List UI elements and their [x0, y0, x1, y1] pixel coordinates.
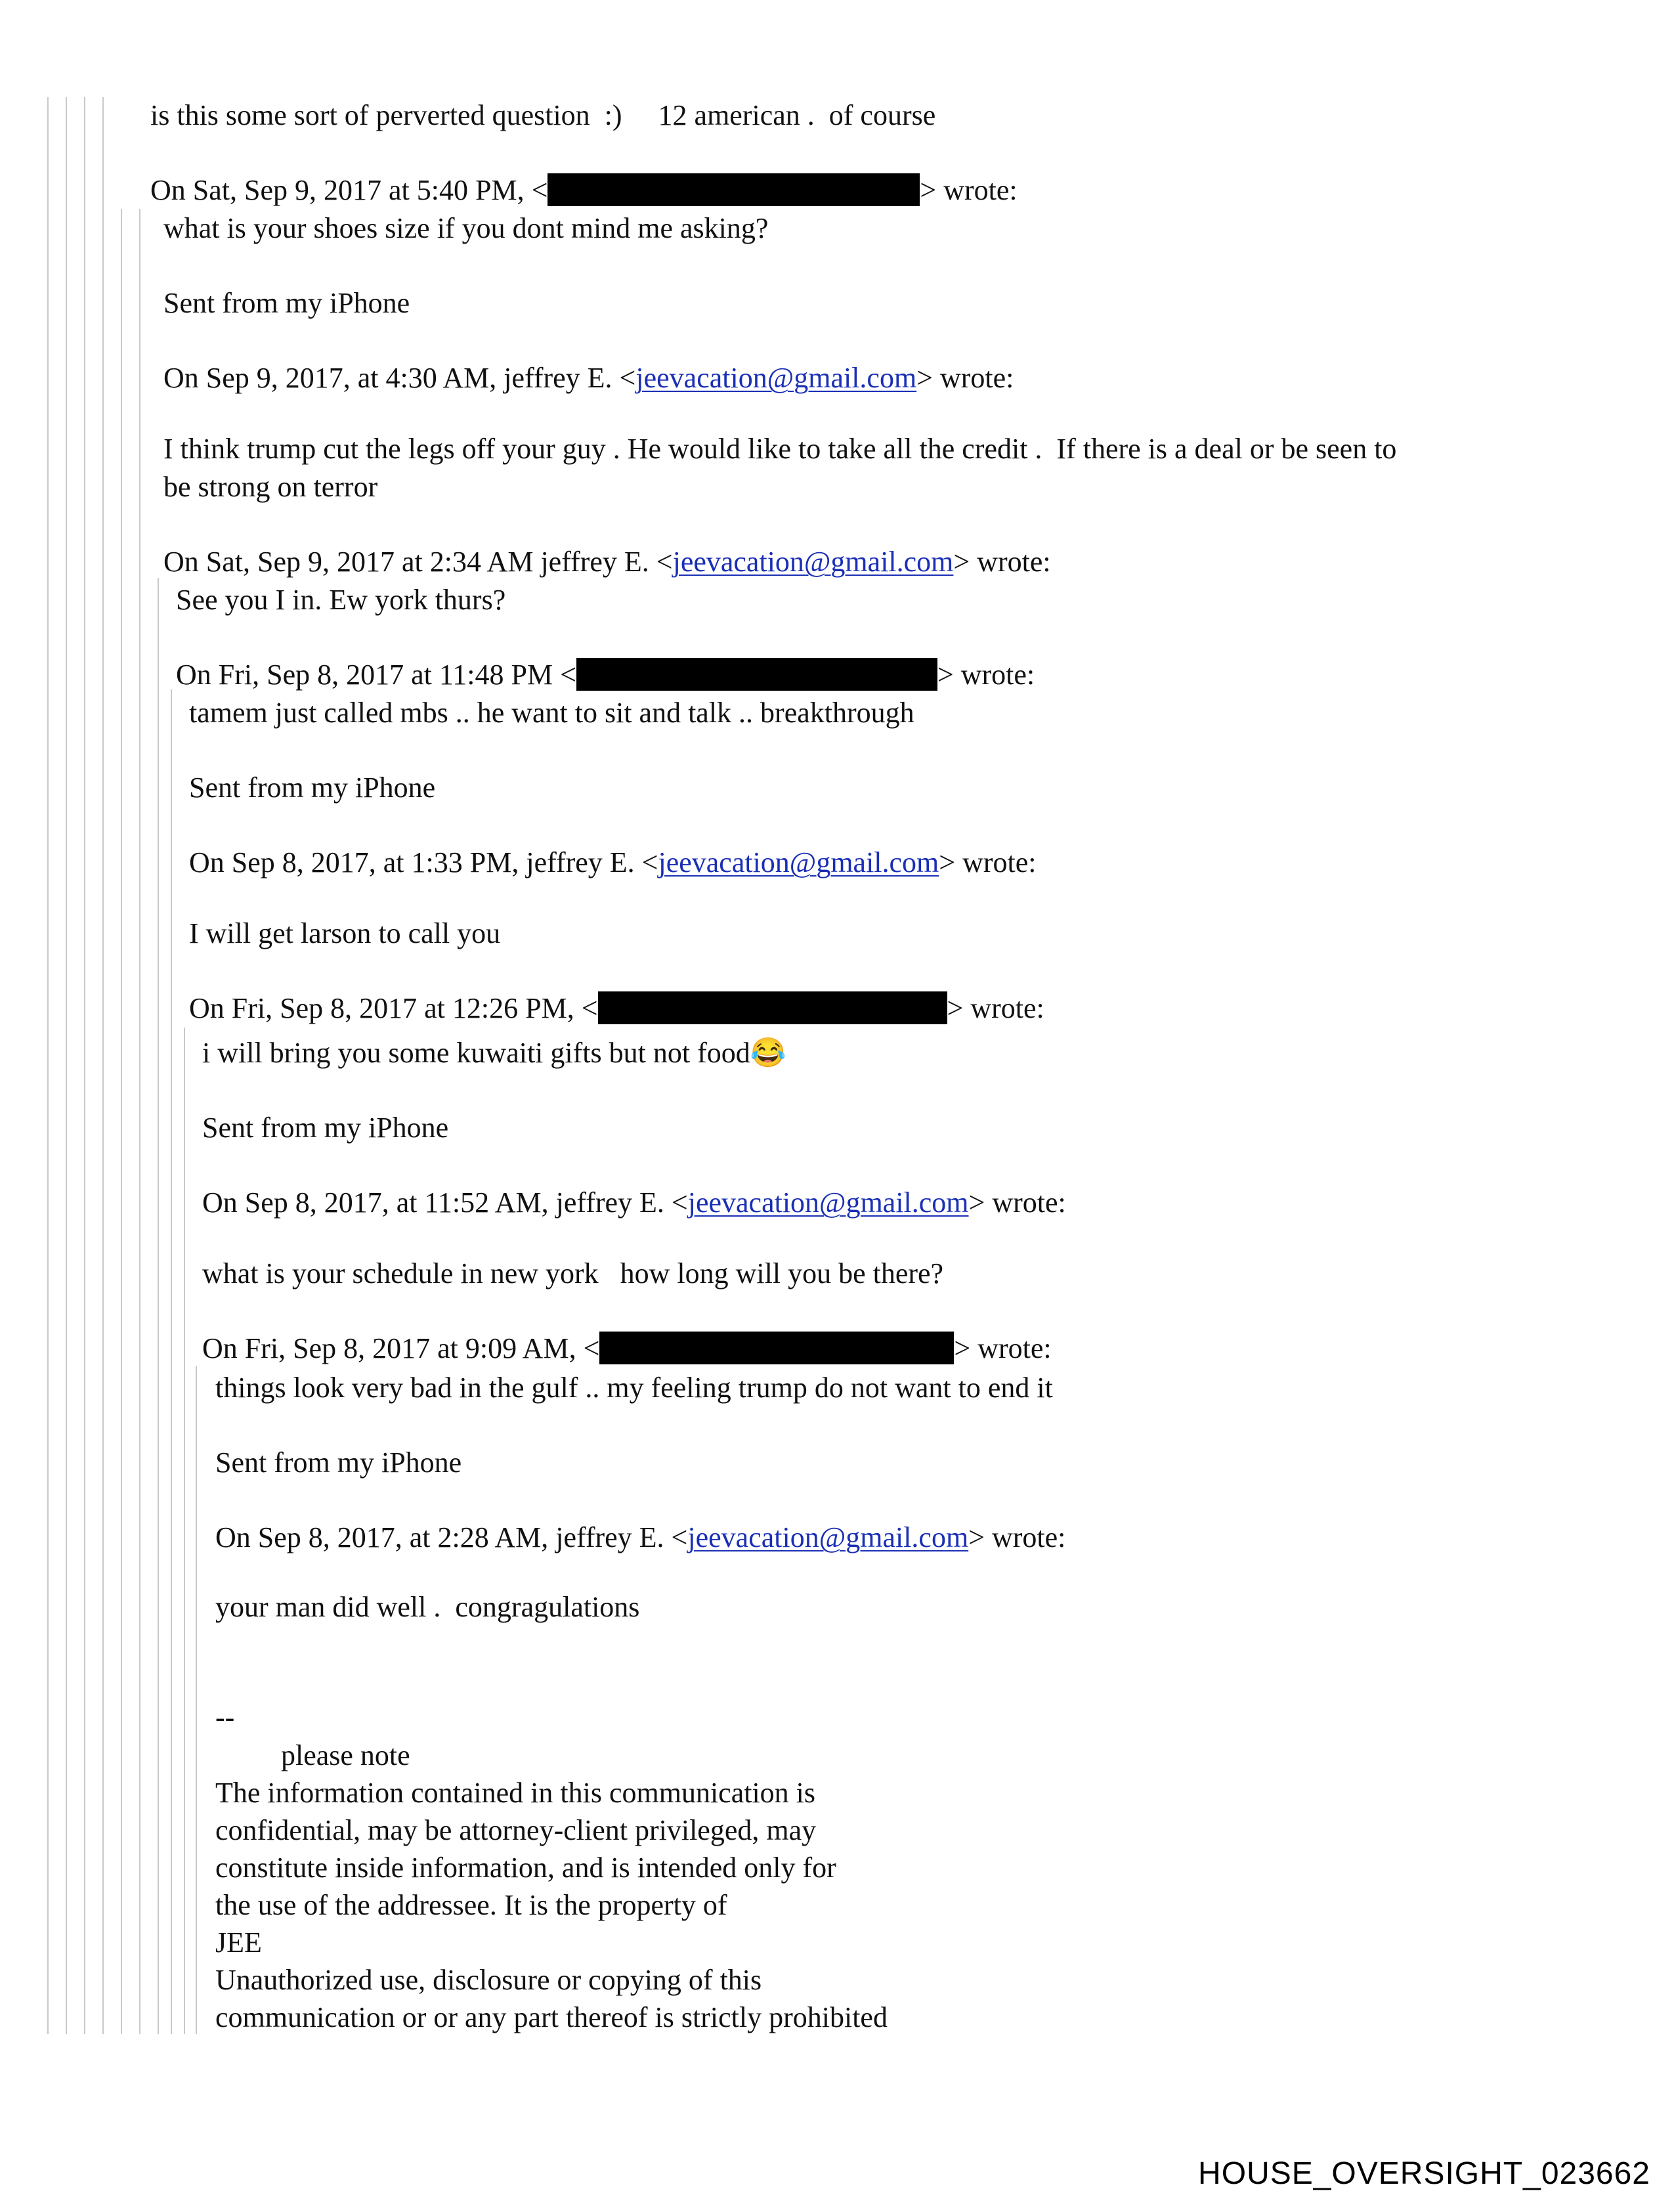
quote-bar: [196, 1366, 197, 2034]
disclaimer-line: The information contained in this communication is: [215, 1777, 816, 1809]
signature-separator: --: [215, 1701, 235, 1733]
message-body: what is your schedule in new york how long will you be there?: [202, 1257, 944, 1290]
header-suffix: > wrote:: [947, 992, 1044, 1024]
signature: Sent from my iPhone: [163, 287, 410, 319]
signature: Sent from my iPhone: [202, 1112, 449, 1144]
message-body: See you I in. Ew york thurs?: [176, 584, 506, 616]
message-body: things look very bad in the gulf .. my feeling trump do not want to end it: [215, 1372, 1053, 1404]
email-link[interactable]: jeevacation@gmail.com: [672, 546, 954, 578]
quote-header: [176, 658, 1035, 692]
email-link[interactable]: jeevacation@gmail.com: [687, 1521, 969, 1553]
quote-bar: [84, 97, 85, 2034]
message-body: i will bring you some kuwaiti gifts but not food😂: [202, 1037, 786, 1069]
reply-text: is this some sort of perverted question :) 12 american . of course: [150, 99, 936, 131]
quote-bar: [139, 209, 140, 2034]
disclaimer-line: constitute inside information, and is intended only for: [215, 1852, 836, 1884]
quote-bar: [102, 97, 104, 2034]
signature: Sent from my iPhone: [215, 1446, 462, 1479]
header-prefix: On Sat, Sep 9, 2017 at 5:40 PM, <: [150, 174, 548, 206]
quote-bar: [171, 689, 172, 2034]
redaction-bar: [598, 991, 947, 1024]
disclaimer-line: confidential, may be attorney-client privileged, may: [215, 1814, 817, 1846]
quote-header: [202, 1332, 1052, 1366]
message-body: your man did well . congragulations: [215, 1591, 640, 1623]
quote-bar: [47, 97, 49, 2034]
header-suffix: > wrote:: [953, 546, 1051, 578]
email-link[interactable]: jeevacation@gmail.com: [687, 1186, 969, 1219]
header-suffix: > wrote:: [939, 846, 1037, 878]
header-prefix: On Sat, Sep 9, 2017 at 2:34 AM jeffrey E. <: [163, 546, 673, 578]
header-suffix: > wrote:: [916, 362, 1014, 394]
bates-number: HOUSE_OVERSIGHT_023662: [1198, 2156, 1650, 2191]
disclaimer-line: Unauthorized use, disclosure or copying of this: [215, 1964, 762, 1996]
header-suffix: > wrote:: [954, 1332, 1052, 1364]
quote-bar: [158, 578, 159, 2034]
quote-header: [189, 991, 1044, 1026]
email-link[interactable]: jeevacation@gmail.com: [635, 362, 917, 394]
message-body: be strong on terror: [163, 471, 378, 503]
quote-bar: [121, 209, 122, 2034]
header-prefix: On Fri, Sep 8, 2017 at 11:48 PM <: [176, 659, 576, 691]
quote-header: [189, 846, 1037, 880]
quote-header: [150, 173, 1018, 207]
signature: Sent from my iPhone: [189, 771, 436, 804]
redaction-bar: [576, 658, 937, 691]
message-body: I think trump cut the legs off your guy . He would like to take all the credit . If there is a deal or be seen to: [163, 433, 1397, 465]
disclaimer-heading: please note: [281, 1739, 410, 1771]
message-body: I will get larson to call you: [189, 917, 501, 949]
header-suffix: > wrote:: [968, 1521, 1066, 1553]
disclaimer-line: JEE: [215, 1926, 262, 1959]
redaction-bar: [547, 173, 920, 206]
quote-header: [215, 1521, 1065, 1555]
redaction-bar: [599, 1332, 954, 1364]
email-link[interactable]: jeevacation@gmail.com: [658, 846, 939, 878]
message-body: what is your shoes size if you dont mind me asking?: [163, 212, 769, 244]
header-prefix: On Sep 8, 2017, at 2:28 AM, jeffrey E. <: [215, 1521, 688, 1553]
header-prefix: On Fri, Sep 8, 2017 at 9:09 AM, <: [202, 1332, 600, 1364]
header-prefix: On Sep 8, 2017, at 1:33 PM, jeffrey E. <: [189, 846, 658, 878]
message-body: tamem just called mbs .. he want to sit and talk .. breakthrough: [189, 697, 914, 729]
header-suffix: > wrote:: [968, 1186, 1066, 1219]
header-prefix: On Sep 8, 2017, at 11:52 AM, jeffrey E. <: [202, 1186, 688, 1219]
quote-header: [202, 1186, 1066, 1220]
header-prefix: On Sep 9, 2017, at 4:30 AM, jeffrey E. <: [163, 362, 636, 394]
quote-bar: [184, 1028, 185, 2034]
header-suffix: > wrote:: [920, 174, 1018, 206]
quote-header: [163, 361, 1014, 395]
disclaimer-line: the use of the addressee. It is the property of: [215, 1889, 727, 1921]
header-suffix: > wrote:: [937, 659, 1035, 691]
disclaimer-line: communication or or any part thereof is strictly prohibited: [215, 2001, 888, 2033]
header-prefix: On Fri, Sep 8, 2017 at 12:26 PM, <: [189, 992, 598, 1024]
quote-header: [163, 545, 1051, 579]
quote-bar: [66, 97, 67, 2034]
